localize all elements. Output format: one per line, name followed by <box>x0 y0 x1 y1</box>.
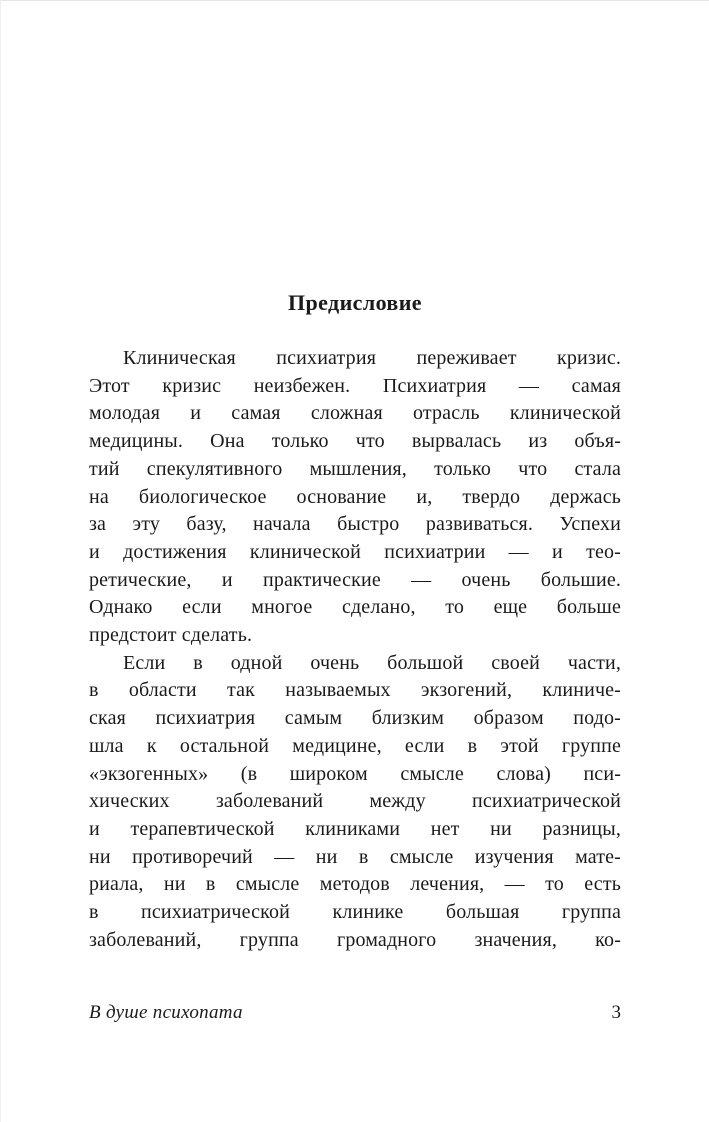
text-line: «экзогенных» (в широком смысле слова) пси- <box>89 762 621 785</box>
text-line: Если в одной очень большой своей части, <box>123 651 621 674</box>
page-number: 3 <box>611 1002 621 1023</box>
text-line: на биологическое основание и, твердо держась <box>89 485 621 508</box>
text-line: молодая и самая сложная отрасль клинической <box>89 402 621 425</box>
text-line: тий спекулятивного мышления, только что стала <box>89 457 621 480</box>
text-line: медицины. Она только что вырвалась из объя- <box>89 430 621 453</box>
text-line: шла к остальной медицине, если в этой группе <box>89 734 621 757</box>
text-line: Этот кризис неизбежен. Психиатрия — самая <box>89 374 621 397</box>
text-line: риала, ни в смысле методов лечения, — то есть <box>89 873 621 896</box>
text-line: хических заболеваний между психиатрической <box>89 790 621 813</box>
text-line: заболеваний, группа громадного значения, ко- <box>89 928 621 951</box>
text-line: и достижения клинической психиатрии — и тео- <box>89 540 621 563</box>
chapter-heading: Предисловие <box>288 290 422 315</box>
page-body <box>89 345 621 954</box>
text-line: Однако если многое сделано, то еще больше <box>89 596 621 619</box>
text-line: ни противоречий — ни в смысле изучения мате- <box>89 845 621 868</box>
text-line: в области так называемых экзогений, клиниче- <box>89 679 621 702</box>
text-line: ретические, и практические — очень большие. <box>89 568 621 591</box>
running-title: В душе психопата <box>89 1002 243 1023</box>
text-line: ская психиатрия самым близким образом подо- <box>89 707 621 730</box>
page-footer <box>89 1002 621 1024</box>
text-line: и терапевтической клиниками нет ни разницы, <box>89 817 621 840</box>
text-line: Клиническая психиатрия переживает кризис. <box>123 347 621 369</box>
text-line: предстоит сделать. <box>89 624 253 647</box>
text-line: за эту базу, начала быстро развиваться. Успехи <box>89 513 621 536</box>
text-line: в психиатрической клинике большая группа <box>89 901 621 924</box>
